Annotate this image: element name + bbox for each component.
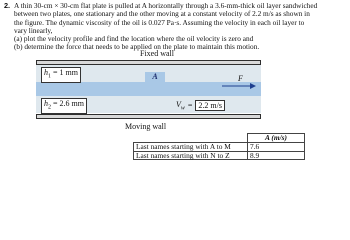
h1-subscript: 1 xyxy=(48,73,51,80)
moving-wall-label: Moving wall xyxy=(125,122,167,131)
table-row xyxy=(134,151,305,160)
wall-velocity xyxy=(176,100,225,112)
moving-wall xyxy=(36,114,261,119)
problem-block xyxy=(4,2,346,52)
h2-symbol: h xyxy=(44,99,48,108)
table-cell-group: Last names starting with A to M xyxy=(134,142,248,151)
problem-statement xyxy=(14,2,346,52)
statement-line: A thin 30-cm × 30-cm flat plate is pulled at A horizontally through a 3.6-mm-thick oil layer sandwiched xyxy=(14,1,318,10)
velocity-equals: = xyxy=(187,101,193,111)
h1-value: = 1 mm xyxy=(53,68,78,77)
plate-a-box xyxy=(145,72,165,82)
table-corner xyxy=(134,134,248,143)
statement-line: vary linearly, xyxy=(14,25,53,35)
statement-line: (a) plot the velocity profile and find the location where the oil velocity is zero and xyxy=(14,34,254,43)
velocity-letter: V xyxy=(176,100,181,109)
plate-label: A xyxy=(152,72,158,81)
h1-symbol: h xyxy=(44,68,48,77)
velocity-subscript: w xyxy=(180,105,185,112)
h1-dimension xyxy=(41,67,81,83)
table-row xyxy=(134,142,305,151)
table-cell-value: 7.6 xyxy=(248,142,305,151)
table-cell-group: Last names starting with N to Z xyxy=(134,151,248,160)
h2-dimension xyxy=(41,98,87,114)
force-label: F xyxy=(238,74,243,83)
statement-line: (b) determine the force that needs to be applied on the plate to maintain this motion. xyxy=(14,42,260,52)
force-arrow-icon xyxy=(222,83,256,89)
value-table xyxy=(133,133,305,160)
h2-value: = 2.6 mm xyxy=(53,99,84,108)
velocity-value: 2.2 m/s xyxy=(195,100,225,111)
table-header: A (m/s) xyxy=(248,134,305,143)
fixed-wall-label: Fixed wall xyxy=(140,49,174,58)
statement-line: between two plates, one stationary and the other moving at a constant velocity of 2.2 m/s as shown in xyxy=(14,9,310,19)
velocity-symbol xyxy=(176,100,185,112)
h2-subscript: 2 xyxy=(48,104,51,111)
statement-line: the figure. The dynamic viscosity of the oil is 0.027 Pa·s. Assuming the velocity in each oil layer to xyxy=(14,17,305,27)
table-cell-value: 8.9 xyxy=(248,151,305,160)
problem-number: 2. xyxy=(4,1,11,10)
